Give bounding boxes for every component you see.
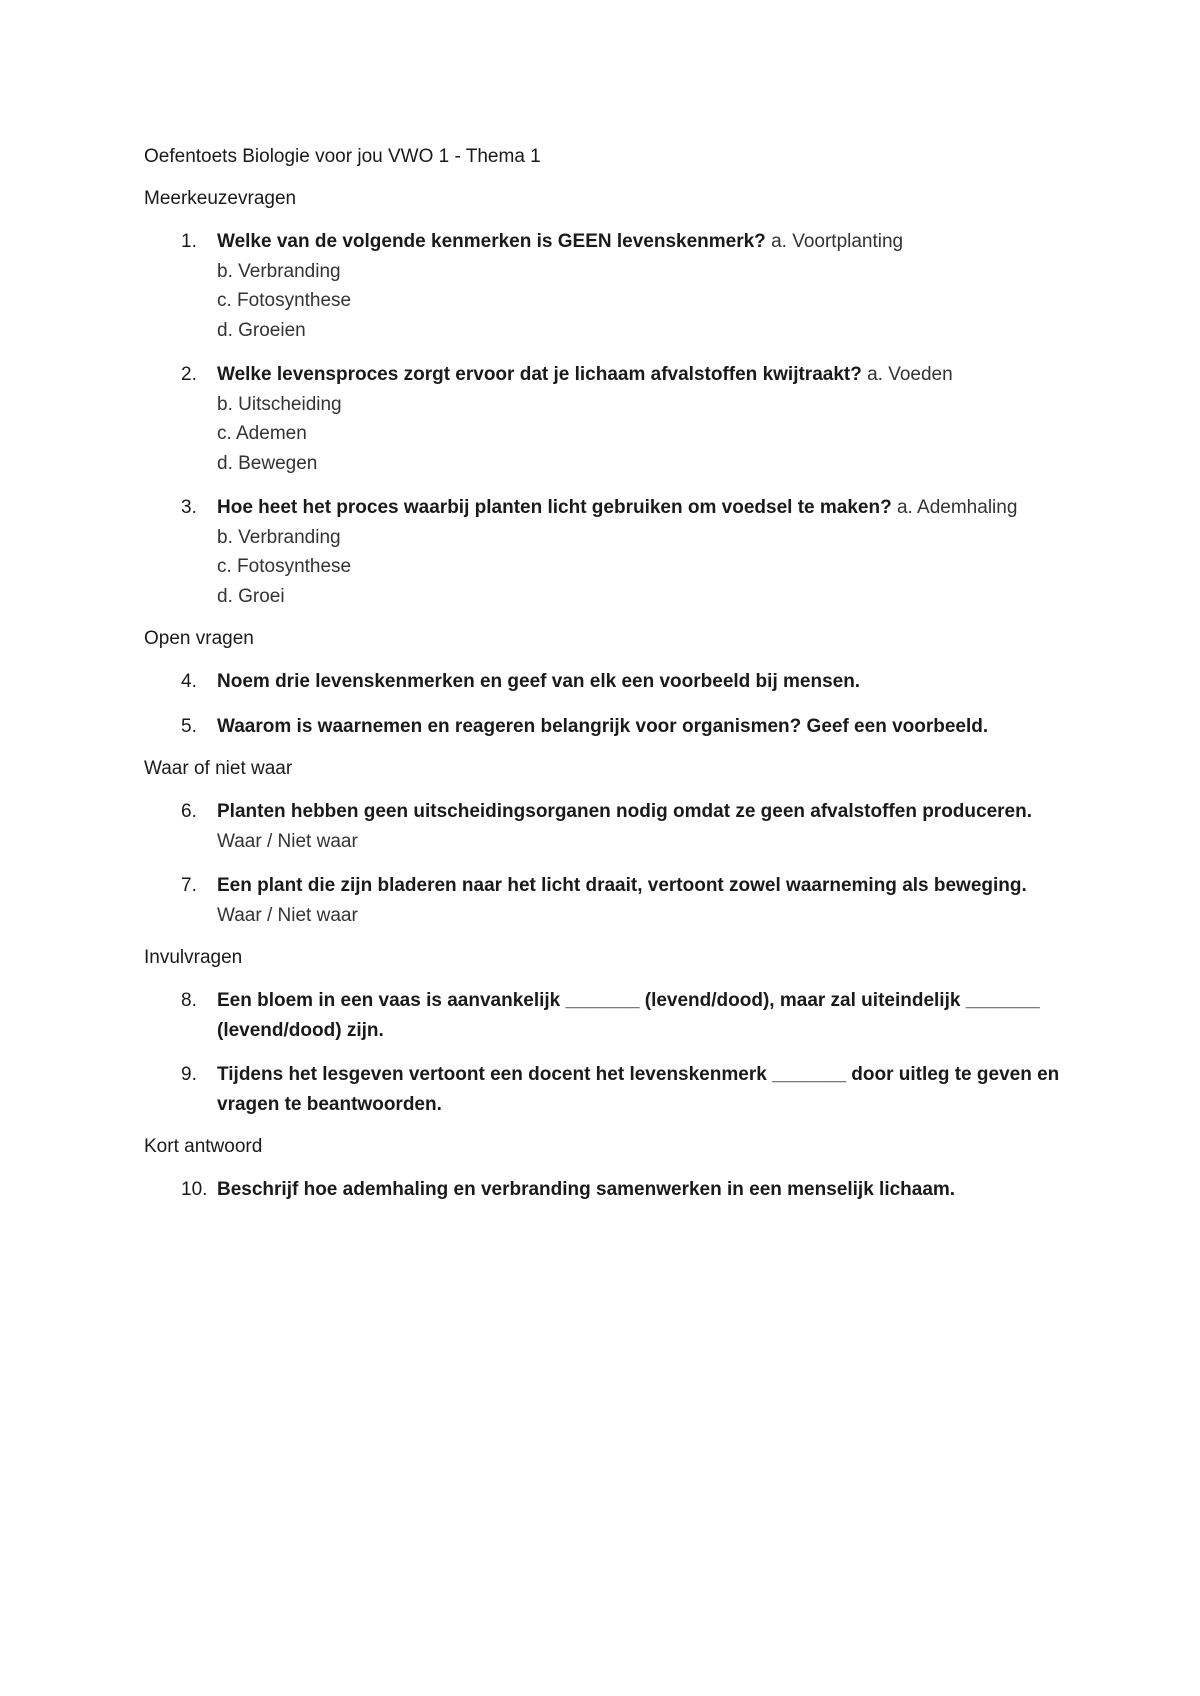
section-heading-multiple-choice: Meerkeuzevragen <box>144 188 297 209</box>
question-text: Beschrijf hoe ademhaling en verbranding samenwerken in een menselijk lichaam. <box>217 1179 956 1200</box>
option-b: b. Verbranding <box>217 526 341 548</box>
option-a: a. Ademhaling <box>896 497 1018 518</box>
question-text: Een plant die zijn bladeren naar het licht draait, vertoont zowel waarneming als beweging. <box>217 875 1027 896</box>
multiple-choice-list <box>144 227 1064 611</box>
question-text: Welke levensproces zorgt ervoor dat je lichaam afvalstoffen kwijtraakt? <box>217 364 862 385</box>
section-heading-short-answer: Kort antwoord <box>144 1136 263 1157</box>
document-page <box>144 143 1064 1219</box>
option-d: d. Groeien <box>217 319 306 341</box>
section-heading-true-false: Waar of niet waar <box>144 758 293 779</box>
question-5 <box>144 712 1064 742</box>
option-c: c. Fotosynthese <box>217 556 352 577</box>
option-a: a. Voortplanting <box>771 231 904 252</box>
question-6 <box>144 797 1064 856</box>
option-a: a. Voeden <box>867 364 953 385</box>
question-number: 9. <box>181 1064 197 1085</box>
section-heading-open: Open vragen <box>144 628 254 649</box>
option-d: d. Groei <box>217 585 285 607</box>
question-4 <box>144 667 1064 697</box>
option-b: b. Uitscheiding <box>217 393 342 415</box>
question-number: 7. <box>181 875 197 896</box>
question-text: Tijdens het lesgeven vertoont een docent het levenskenmerk _______ door uitleg te geven en vragen te beantwoorden. <box>217 1064 1060 1115</box>
question-number: 1. <box>181 231 197 252</box>
true-false-answer: Waar / Niet waar <box>217 830 358 852</box>
question-number: 3. <box>181 497 197 518</box>
question-number: 5. <box>181 715 197 737</box>
question-number: 4. <box>181 671 197 692</box>
question-2 <box>144 360 1064 478</box>
open-questions-list <box>144 667 1064 741</box>
short-answer-list <box>144 1175 1064 1205</box>
question-text: Noem drie levenskenmerken en geef van elk een voorbeeld bij mensen. <box>217 671 861 692</box>
option-b: b. Verbranding <box>217 260 341 282</box>
question-9 <box>144 1060 1064 1119</box>
fill-in-list <box>144 986 1064 1119</box>
question-8 <box>144 986 1064 1045</box>
document-title: Oefentoets Biologie voor jou VWO 1 - Thema 1 <box>144 146 541 167</box>
true-false-answer: Waar / Niet waar <box>217 904 358 926</box>
question-number: 8. <box>181 990 197 1011</box>
section-heading-fill-in: Invulvragen <box>144 947 243 968</box>
question-text: Waarom is waarnemen en reageren belangrijk voor organismen? Geef een voorbeeld. <box>217 715 989 737</box>
question-number: 10. <box>181 1179 208 1200</box>
question-10 <box>144 1175 1064 1205</box>
question-text: Welke van de volgende kenmerken is GEEN levenskenmerk? <box>217 231 766 252</box>
question-number: 2. <box>181 364 197 385</box>
option-c: c. Fotosynthese <box>217 290 352 311</box>
true-false-list <box>144 797 1064 930</box>
question-text: Een bloem in een vaas is aanvankelijk _______ (levend/dood), maar zal uiteindelijk _______ (levend/dood) zijn. <box>217 990 1040 1041</box>
question-text: Planten hebben geen uitscheidingsorganen nodig omdat ze geen afvalstoffen produceren. <box>217 801 1032 822</box>
question-1 <box>144 227 1064 345</box>
question-7 <box>144 871 1064 930</box>
option-d: d. Bewegen <box>217 452 318 474</box>
question-text: Hoe heet het proces waarbij planten licht gebruiken om voedsel te maken? <box>217 497 892 518</box>
question-3 <box>144 493 1064 611</box>
option-c: c. Ademen <box>217 423 307 444</box>
question-number: 6. <box>181 801 197 822</box>
